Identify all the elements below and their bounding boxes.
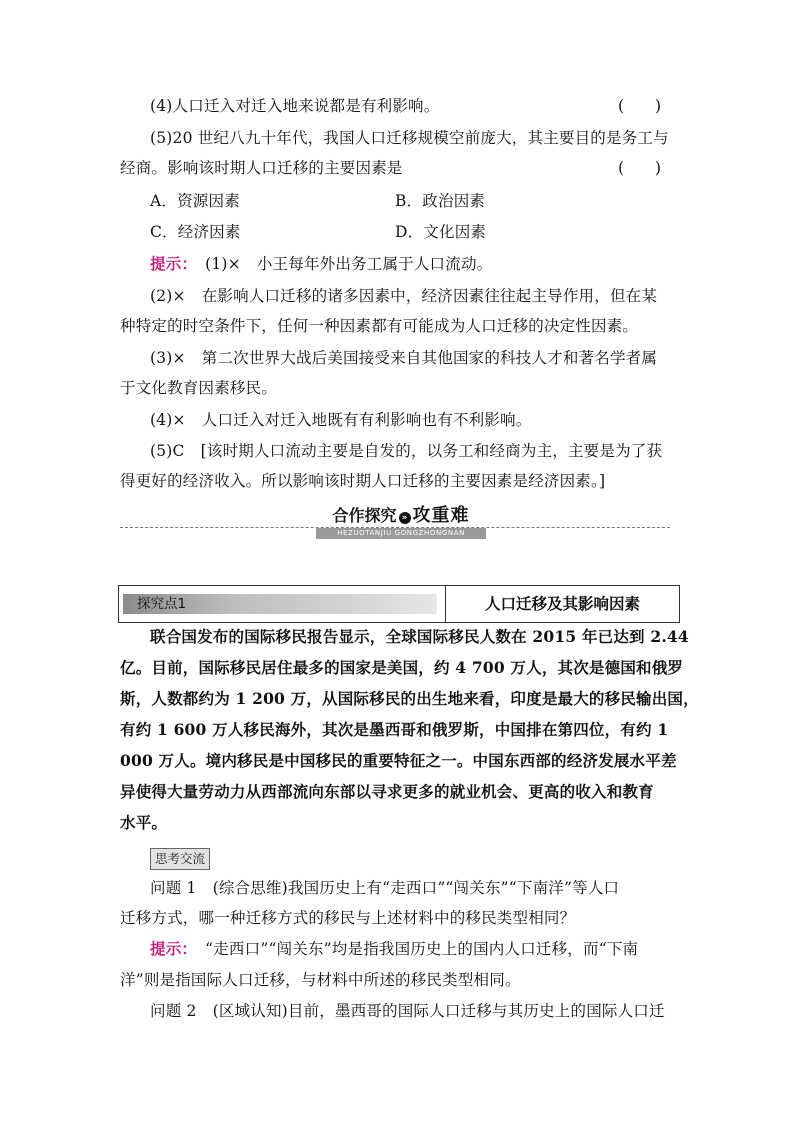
option-d: D．文化因素 [395, 223, 487, 241]
answer-5-mark: (5)C [150, 442, 185, 460]
answer-2-line-1: 在影响人口迁移的诸多因素中，经济因素往往起主导作用，但在某 [201, 287, 658, 305]
hint-answer-3 [150, 347, 657, 369]
think-discuss-label: 思考交流 [150, 848, 210, 870]
answer-2-line-2: 种特定的时空条件下，任何一种因素都有可能成为人口迁移的决定性因素。 [120, 317, 639, 335]
option-b: B．政治因素 [395, 192, 486, 210]
hint-answer-5 [150, 440, 662, 462]
material-line-2: 亿。目前，国际移民居住最多的国家是美国，约 4 700 万人，其次是德国和俄罗 [120, 658, 684, 677]
problem-2-text-1: (区域认知)目前，墨西哥的国际人口迁移与其历史上的国际人口迁 [212, 1002, 665, 1020]
banner-title-prefix: 合作探究 [332, 506, 397, 525]
answer-3-line-2: 于文化教育因素移民。 [120, 379, 278, 397]
option-a: A．资源因素 [150, 192, 240, 210]
banner-title-emph: 攻重难 [412, 505, 470, 526]
answer-3-mark: (3)× [150, 349, 186, 367]
answer-4-mark: (4)× [150, 411, 186, 429]
answer-2-mark: (2)× [150, 287, 186, 305]
problem-1-hint-label: 提示： [150, 939, 198, 958]
problem-1-text-1: (综合思维)我国历史上有“走西口”“闯关东”“下南洋”等人口 [212, 879, 620, 897]
problem-1-hint-text-1: “走西口”“闯关东”均是指我国历史上的国内人口迁移，而“下南 [205, 940, 639, 958]
question-5-line-2: 经商。影响该时期人口迁移的主要因素是 [120, 159, 403, 177]
hint-label: 提示： [150, 254, 198, 273]
answer-3-line-1: 第二次世界大战后美国接受来自其他国家的科技人才和著名学者属 [201, 349, 658, 367]
material-line-5: 000 万人。境内移民是中国移民的重要特征之一。中国东西部的经济发展水平差 [120, 751, 677, 770]
material-line-1: 联合国发布的国际移民报告显示，全球国际移民人数在 2015 年已达到 2.44 [150, 627, 689, 646]
problem-2-number: 问题 2 [150, 1002, 197, 1020]
hint-answer-1 [150, 253, 492, 275]
problem-1-line-1 [150, 877, 619, 899]
answer-1-text: 小王每年外出务工属于人口流动。 [256, 255, 493, 273]
banner-title [316, 505, 486, 527]
topic-title: 人口迁移及其影响因素 [484, 595, 640, 613]
topic-tag-label: 探究点1 [137, 596, 187, 612]
topic-tag [123, 594, 437, 614]
problem-1-line-2: 迁移方式，哪一种迁移方式的移民与上述材料中的移民类型相同？ [120, 909, 576, 927]
section-banner [120, 505, 670, 541]
banner-pinyin: HEZUOTANJIU GONGZHONGNAN [316, 528, 486, 539]
topic-tag-cell [119, 586, 446, 622]
problem-1-hint [150, 938, 638, 960]
answer-5-line-1: [该时期人口流动主要是自发的，以务工和经商为主，主要是为了获 [200, 442, 663, 460]
double-arrow-icon: » [399, 512, 411, 524]
problem-2-line-1 [150, 1000, 665, 1022]
answer-blank-4: ( ) [618, 97, 662, 115]
answer-5-line-2: 得更好的经济收入。所以影响该时期人口迁移的主要因素是经济因素。] [120, 472, 606, 490]
question-4: (4)人口迁入对迁入地来说都是有利影响。 [150, 97, 440, 115]
answer-1-mark: (1)× [205, 255, 241, 273]
material-line-7: 水平。 [120, 813, 168, 832]
problem-1-number: 问题 1 [150, 879, 197, 897]
answer-blank-5: ( ) [618, 159, 662, 177]
answer-4-text: 人口迁入对迁入地既有有利影响也有不利影响。 [201, 411, 532, 429]
material-line-4: 有约 1 600 万人移民海外，其次是墨西哥和俄罗斯，中国排在第四位，有约 1 [120, 720, 669, 739]
hint-answer-2 [150, 285, 657, 307]
topic-box [118, 585, 680, 623]
option-c: C．经济因素 [150, 223, 241, 241]
material-line-6: 异使得大量劳动力从西部流向东部以寻求更多的就业机会、更高的收入和教育 [120, 782, 654, 801]
problem-1-hint-line-2: 洋”则是指国际人口迁移，与材料中所述的移民类型相同。 [120, 971, 521, 989]
hint-answer-4 [150, 409, 531, 431]
material-line-3: 斯，人数都约为 1 200 万，从国际移民的出生地来看，印度是最大的移民输出国， [120, 689, 699, 708]
question-5-line-1: (5)20 世纪八九十年代，我国人口迁移规模空前庞大，其主要目的是务工与 [150, 129, 669, 147]
